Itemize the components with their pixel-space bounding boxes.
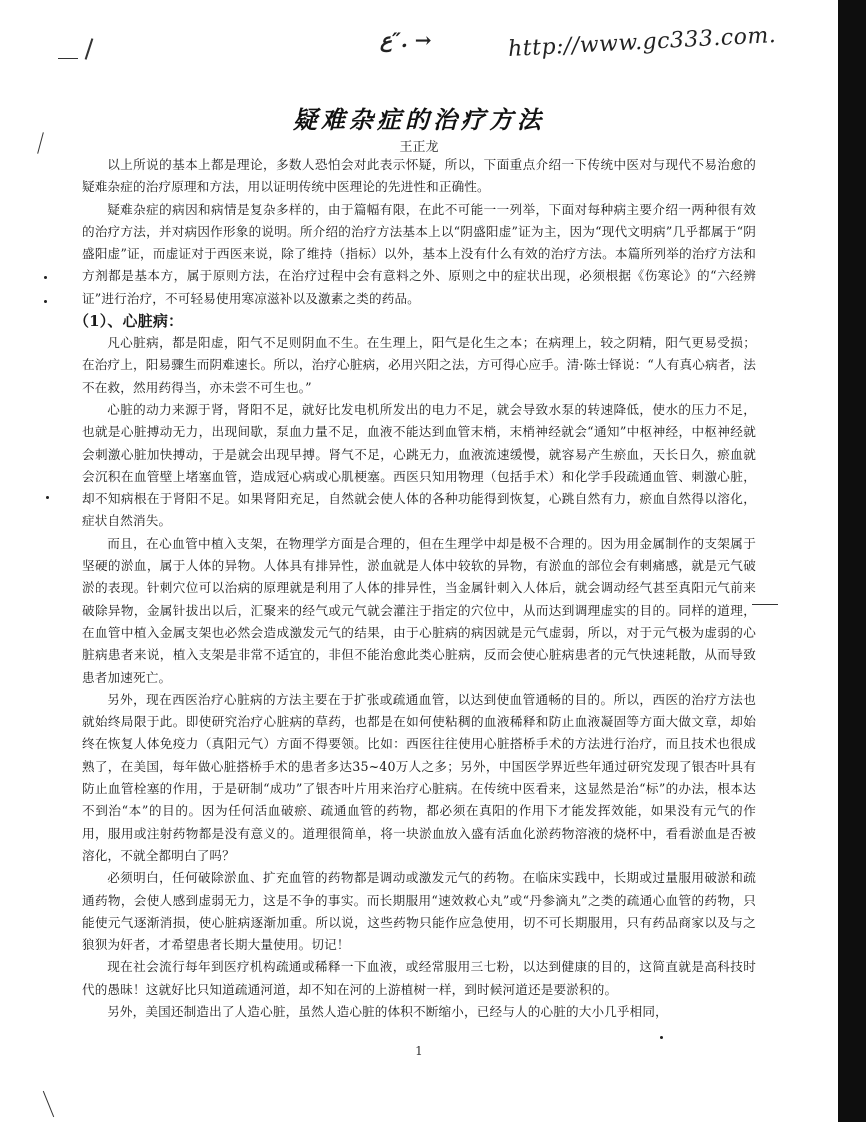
handwritten-url: http://www.gc333.com. (507, 22, 777, 63)
pen-stroke (85, 38, 94, 60)
pen-stroke (58, 58, 78, 59)
scan-speck (46, 496, 49, 499)
document-title: 疑难杂症的治疗方法 (293, 105, 545, 134)
document-author: 王正龙 (399, 140, 439, 155)
scan-speck (44, 276, 47, 279)
section-paragraph: 现在社会流行每年到医疗机构疏通或稀释一下血液，或经常服用三七粉，以达到健康的目的，这简直就是高科技时代的愚昧！这就好比只知道疏通河道，却不知在河的上游植树一样，到时候河道还是要淤积的。 (82, 959, 756, 997)
section-heading: （1）、心脏病： (74, 312, 184, 331)
section-paragraph: 凡心脏病，都是阳虚，阳气不足则阴血不生。在生理上，阳气是化生之本；在病理上，较之阴精，阳气更易受损；在治疗上，阳易骤生而阴难速长。所以，治疗心脏病，必用兴阳之法，方可得心应手。清·陈士铎说：“人有真心病者，法不在救，然用药得当，亦未尝不可生也。” (82, 335, 756, 395)
handwritten-mark: ع″. → (380, 28, 432, 52)
intro-paragraph: 以上所说的基本上都是理论，多数人恐怕会对此表示怀疑，所以，下面重点介绍一下传统中医对与现代不易治愈的疑难杂症的治疗原理和方法，用以证明传统中医理论的先进性和正确性。 (82, 157, 756, 195)
intro-paragraph: 疑难杂症的病因和病情是复杂多样的，由于篇幅有限，在此不可能一一列举，下面对每种病主要介绍一两种很有效的治疗方法，并对病因作形象的说明。所介绍的治疗方法基本上以“阴盛阳虚”证为主，因为“现代文明病”几乎都属于“阴盛阳虚”证，而虚证对于西医来说，除了维持（指标）以外，基本上没有什么有效的治疗方法。本篇所列举的治疗方法和方剂都是基本方，属于原则方法，在治疗过程中会有意料之外、原则之中的症状出现，必须根据《伤寒论》的“六经辨证”进行治疗，不可轻易使用寒凉滋补以及激素之类的药品。 (82, 201, 756, 306)
section-paragraph: 另外，美国还制造出了人造心脏，虽然人造心脏的体积不断缩小，已经与人的心脏的大小几乎相同， (107, 1003, 668, 1019)
section-paragraph: 而且，在心血管中植入支架，在物理学方面是合理的，但在生理学中却是极不合理的。因为用金属制作的支架属于坚硬的淤血，属于人体的异物。人体具有排异性，淤血就是人体中较软的异物，有淤血的部位会有刺痛感，就是元气破淤的表现。针刺穴位可以治病的原理就是利用了人体的排异性，当金属针刺入人体后，就会调动经气甚至真阳元气前来破除异物，金属针拔出以后，汇聚来的经气或元气就会灌注于指定的穴位中，从而达到调理虚实的目的。同样的道理，在血管中植入金属支架也必然会造成激发元气的结果，由于心脏病的病因就是元气虚弱，所以，对于元气极为虚弱的心脏病患者来说，植入支架是非常不适宜的，非但不能治愈此类心脏病，反而会使心脏病患者的元气快速耗散，从而导致患者加速死亡。 (82, 535, 756, 685)
pen-stroke (43, 1091, 54, 1117)
section-paragraph: 另外，现在西医治疗心脏病的方法主要在于扩张或疏通血管，以达到使血管通畅的目的。所以，西医的治疗方法也就始终局限于此。即使研究治疗心脏病的草药，也都是在如何使粘稠的血液稀释和防止血液凝固等方面大做文章，却始终在恢复人体免疫力（真阳元气）方面不得要领。比如：西医往往使用心脏搭桥手术的方法进行治疗，而且技术也很成熟了，在美国，每年做心脏搭桥手术的患者多达35~40万人之多；另外，中国医学界近些年通过研究发现了银杏叶具有防止血管栓塞的作用，于是研制“成功”了银杏叶片用来治疗心脏病。在传统中医看来，这显然是治“标”的办法，根本达不到治“本”的目的。因为任何活血破瘀、疏通血管的药物，都必须在真阳的作用下才能发挥效能，如果没有元气的作用，服用或注射药物都是没有意义的。道理很简单，将一块淤血放入盛有活血化淤药物溶液的烧杯中，看看淤血是否被溶化，不就全都明白了吗？ (82, 691, 756, 863)
document-body (74, 154, 756, 1023)
section-paragraph: 必须明白，任何破除淤血、扩充血管的药物都是调动或激发元气的药物。在临床实践中，长期或过量服用破淤和疏通药物，会使人感到虚弱无力，这是不争的事实。而长期服用“速效救心丸”或“丹参滴丸”之类的疏通心血管的药物，只能使元气逐渐消损，使心脏病逐渐加重。所以说，这些药物只能作应急使用，切不可长期服用，只有药品商家以及与之狼狈为奸者，才希望患者长期大量使用。切记！ (82, 870, 756, 953)
scan-speck (44, 300, 47, 303)
page-number: 1 (415, 1044, 423, 1058)
scan-edge (838, 0, 866, 1122)
section-paragraph: 心脏的动力来源于肾，肾阳不足，就好比发电机所发出的电力不足，就会导致水泵的转速降低，使水的压力不足，也就是心脏搏动无力，出现间歇，泵血力量不足，血液不能达到血管末梢，末梢神经就会“通知”中枢神经，中枢神经就会刺激心脏加快搏动，于是就会出现早搏。肾气不足，心跳无力，血液流速缓慢，就容易产生瘀血，天长日久，瘀血就会沉积在血管壁上堵塞血管，造成冠心病或心肌梗塞。西医只知用物理（包括手术）和化学手段疏通血管、刺激心脏，却不知病根在于肾阳不足。如果肾阳充足，自然就会使人体的各种功能得到恢复，心跳自然有力，瘀血自然得以溶化，症状自然消失。 (82, 401, 756, 529)
scan-speck (660, 1036, 663, 1039)
